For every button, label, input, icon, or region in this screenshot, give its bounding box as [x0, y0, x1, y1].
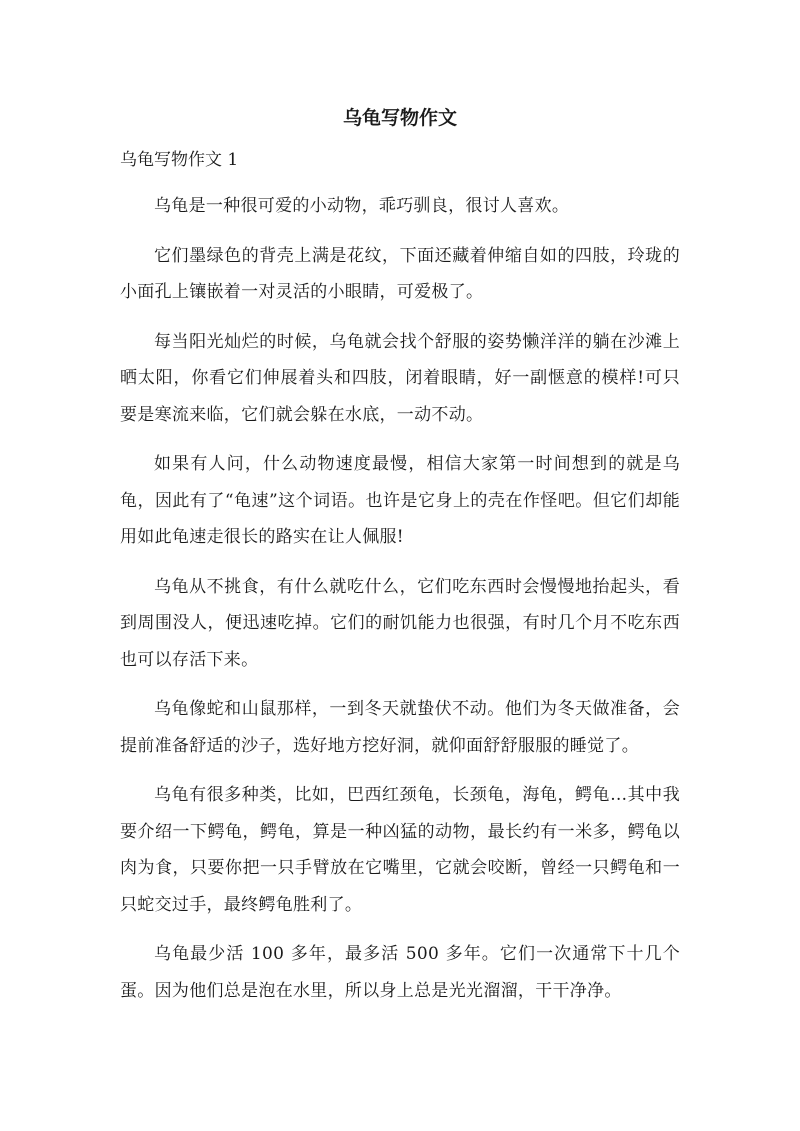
paragraph: 乌龟有很多种类，比如，巴西红颈龟，长颈龟，海龟，鳄龟…其中我要介绍一下鳄龟，鳄龟，算是一种凶猛的动物，最长约有一米多，鳄龟以肉为食，只要你把一只手臂放在它嘴里，它就会咬断，曾经一只鳄龟和一只蛇交过手，最终鳄龟胜利了。 [120, 785, 680, 915]
paragraph: 如果有人问，什么动物速度最慢，相信大家第一时间想到的就是乌龟，因此有了“龟速”这个词语。也许是它身上的壳在作怪吧。但它们却能用如此龟速走很长的路实在让人佩服! [120, 454, 680, 547]
paragraph: 乌龟像蛇和山鼠那样，一到冬天就蛰伏不动。他们为冬天做准备，会提前准备舒适的沙子，选好地方挖好洞，就仰面舒舒服服的睡觉了。 [120, 699, 680, 756]
paragraph: 乌龟从不挑食，有什么就吃什么，它们吃东西时会慢慢地抬起头，看到周围没人，便迅速吃掉。它们的耐饥能力也很强，有时几个月不吃东西也可以存活下来。 [120, 576, 680, 670]
document-title: 乌龟写物作文 [342, 107, 457, 129]
document-subtitle: 乌龟写物作文 1 [120, 150, 239, 170]
document-body [120, 188, 680, 1022]
paragraph: 它们墨绿色的背壳上满是花纹，下面还藏着伸缩自如的四肢，玲珑的小面孔上镶嵌着一对灵活的小眼睛，可爱极了。 [120, 245, 680, 302]
paragraph: 乌龟最少活 100 多年，最多活 500 多年。它们一次通常下十几个蛋。因为他们总是泡在水里，所以身上总是光光溜溜，干干净净。 [120, 944, 680, 1001]
paragraph: 每当阳光灿烂的时候，乌龟就会找个舒服的姿势懒洋洋的躺在沙滩上晒太阳，你看它们伸展着头和四肢，闭着眼睛，好一副惬意的模样!可只要是寒流来临，它们就会躲在水底，一动不动。 [120, 331, 680, 425]
paragraph: 乌龟是一种很可爱的小动物，乖巧驯良，很讨人喜欢。 [154, 196, 570, 216]
